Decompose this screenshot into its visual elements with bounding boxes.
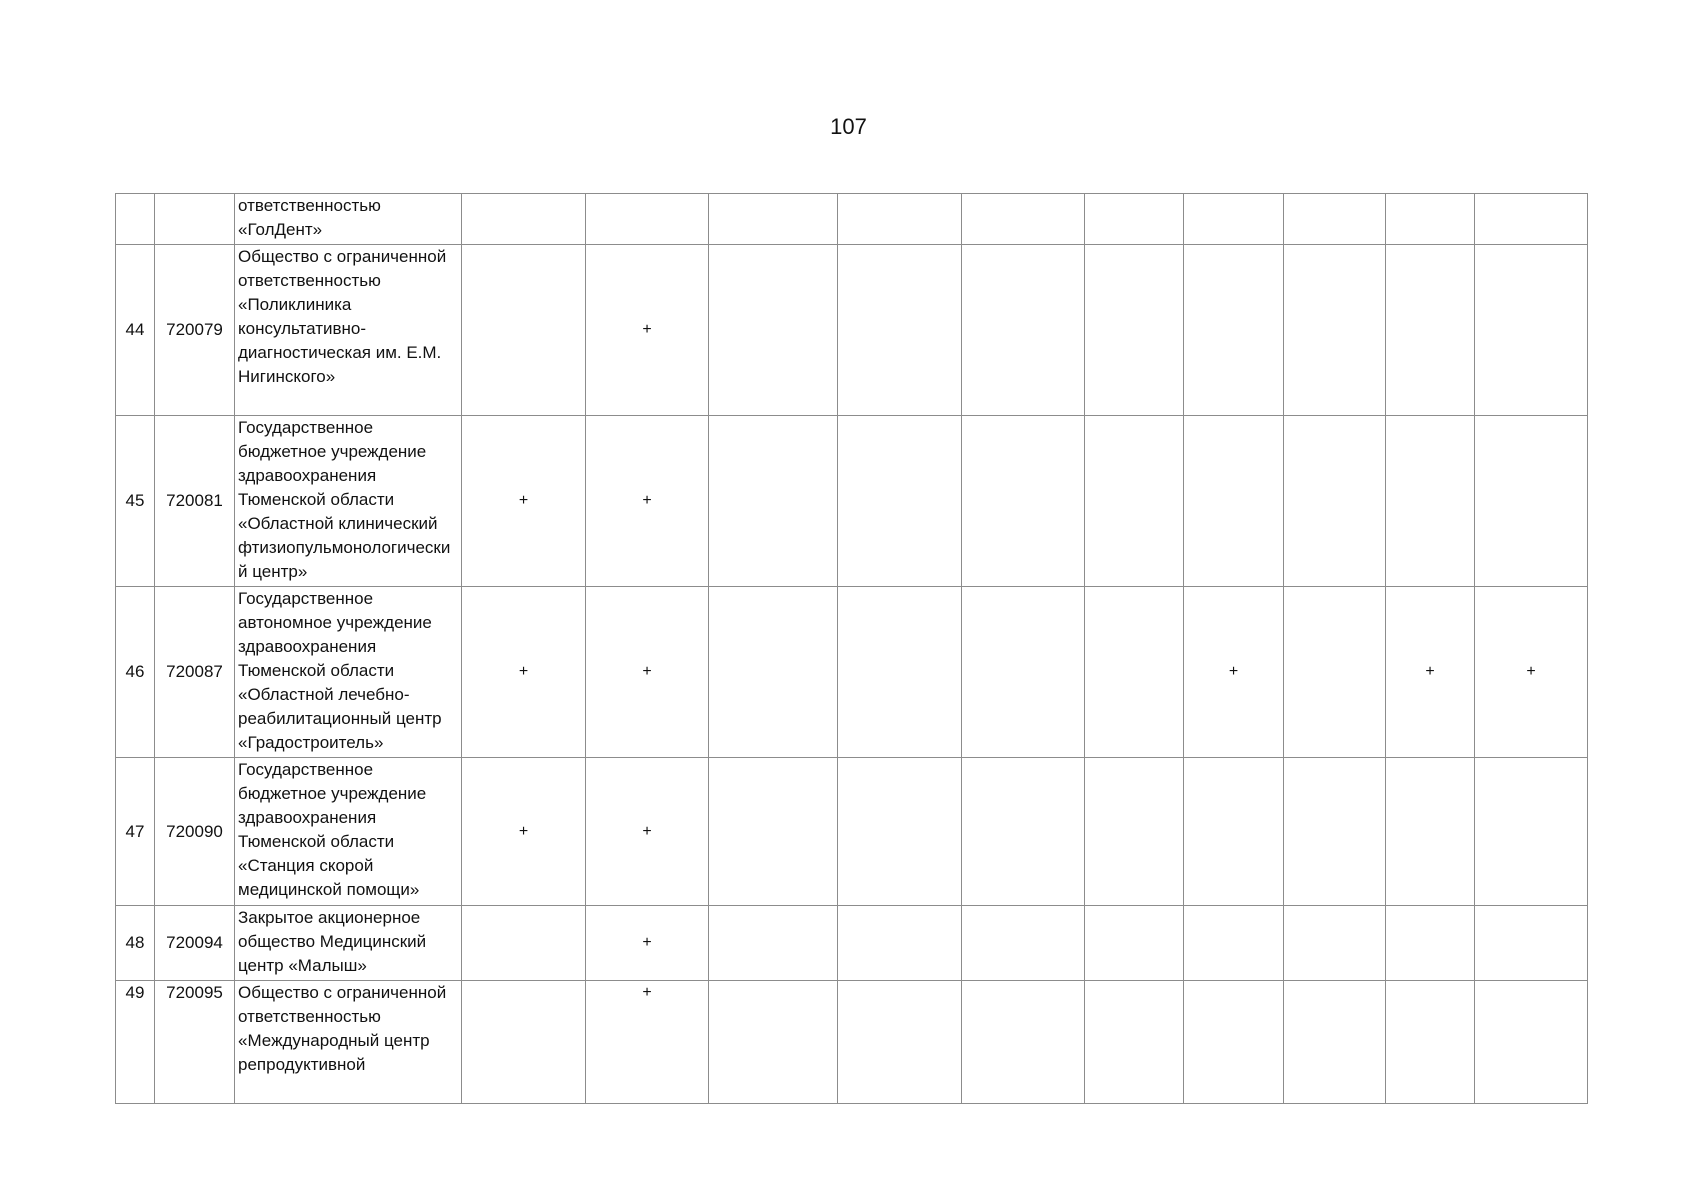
org-code: 720094: [155, 906, 235, 981]
mark-cell: [1085, 245, 1184, 416]
row-number: 44: [116, 245, 155, 416]
mark-cell: [962, 906, 1085, 981]
mark-cell: [962, 587, 1085, 758]
organizations-table: [115, 193, 1588, 1104]
mark-cell: +: [586, 906, 709, 981]
mark-cell: [1475, 416, 1588, 587]
mark-cell: [709, 245, 838, 416]
table-row: [116, 416, 1588, 587]
mark-cell: [1184, 981, 1284, 1104]
org-name: Государственное бюджетное учреждение здравоохранения Тюменской области «Областной клинический фтизиопульмонологический центр»: [235, 416, 462, 587]
mark-cell: [1284, 245, 1386, 416]
mark-cell: [962, 416, 1085, 587]
table-row: [116, 587, 1588, 758]
mark-cell: [838, 981, 962, 1104]
mark-cell: [1284, 416, 1386, 587]
mark-cell: [1284, 587, 1386, 758]
org-name: Общество с ограниченной ответственностью «Международный центр репродуктивной: [235, 981, 462, 1104]
org-code: [155, 194, 235, 245]
mark-cell: [1386, 981, 1475, 1104]
org-code: 720095: [155, 981, 235, 1104]
mark-cell: [838, 906, 962, 981]
mark-cell: [1284, 906, 1386, 981]
mark-cell: [1284, 981, 1386, 1104]
org-name: Общество с ограниченной ответственностью «Поликлиника консультативно-диагностическая им. Е.М. Нигинского»: [235, 245, 462, 416]
mark-cell: [586, 194, 709, 245]
mark-cell: [709, 587, 838, 758]
mark-cell: [709, 416, 838, 587]
mark-cell: [1386, 245, 1475, 416]
mark-cell: [1284, 758, 1386, 906]
mark-cell: [1386, 906, 1475, 981]
row-number: 46: [116, 587, 155, 758]
mark-cell: [962, 194, 1085, 245]
row-number: 49: [116, 981, 155, 1104]
mark-cell: [962, 981, 1085, 1104]
mark-cell: [1085, 981, 1184, 1104]
mark-cell: [1085, 587, 1184, 758]
mark-cell: [1386, 416, 1475, 587]
mark-cell: [709, 194, 838, 245]
row-number: 45: [116, 416, 155, 587]
mark-cell: [1085, 194, 1184, 245]
org-code: 720090: [155, 758, 235, 906]
table-row: [116, 194, 1588, 245]
mark-cell: [1475, 981, 1588, 1104]
mark-cell: [838, 245, 962, 416]
mark-cell: [1475, 194, 1588, 245]
mark-cell: [1475, 758, 1588, 906]
mark-cell: [1386, 758, 1475, 906]
table-row: [116, 758, 1588, 906]
table-row: [116, 245, 1588, 416]
mark-cell: [1386, 194, 1475, 245]
mark-cell: +: [1184, 587, 1284, 758]
mark-cell: [462, 194, 586, 245]
mark-cell: [1184, 245, 1284, 416]
org-name: ответственностью «ГолДент»: [235, 194, 462, 245]
mark-cell: +: [586, 981, 709, 1104]
mark-cell: [1085, 758, 1184, 906]
mark-cell: [838, 194, 962, 245]
org-name: Государственное автономное учреждение здравоохранения Тюменской области «Областной лечебно-реабилитационный центр «Градостроитель»: [235, 587, 462, 758]
mark-cell: [1284, 194, 1386, 245]
mark-cell: +: [462, 416, 586, 587]
org-code: 720079: [155, 245, 235, 416]
mark-cell: [1184, 194, 1284, 245]
mark-cell: [709, 906, 838, 981]
mark-cell: +: [1386, 587, 1475, 758]
row-number: [116, 194, 155, 245]
mark-cell: [1184, 758, 1284, 906]
mark-cell: [462, 906, 586, 981]
mark-cell: +: [586, 245, 709, 416]
mark-cell: +: [586, 758, 709, 906]
org-code: 720081: [155, 416, 235, 587]
mark-cell: [838, 758, 962, 906]
mark-cell: [1475, 906, 1588, 981]
mark-cell: [709, 758, 838, 906]
mark-cell: [709, 981, 838, 1104]
mark-cell: [838, 587, 962, 758]
mark-cell: [1085, 906, 1184, 981]
mark-cell: [962, 245, 1085, 416]
mark-cell: [1184, 906, 1284, 981]
mark-cell: [462, 981, 586, 1104]
mark-cell: +: [586, 416, 709, 587]
mark-cell: +: [1475, 587, 1588, 758]
table-row: [116, 981, 1588, 1104]
org-name: Государственное бюджетное учреждение здравоохранения Тюменской области «Станция скорой медицинской помощи»: [235, 758, 462, 906]
mark-cell: [1085, 416, 1184, 587]
mark-cell: [1475, 245, 1588, 416]
mark-cell: [1184, 416, 1284, 587]
row-number: 48: [116, 906, 155, 981]
table-row: [116, 906, 1588, 981]
page-number: 107: [830, 114, 867, 139]
mark-cell: [462, 245, 586, 416]
mark-cell: [962, 758, 1085, 906]
mark-cell: +: [586, 587, 709, 758]
mark-cell: +: [462, 587, 586, 758]
org-code: 720087: [155, 587, 235, 758]
org-name: Закрытое акционерное общество Медицинский центр «Малыш»: [235, 906, 462, 981]
mark-cell: +: [462, 758, 586, 906]
mark-cell: [838, 416, 962, 587]
row-number: 47: [116, 758, 155, 906]
